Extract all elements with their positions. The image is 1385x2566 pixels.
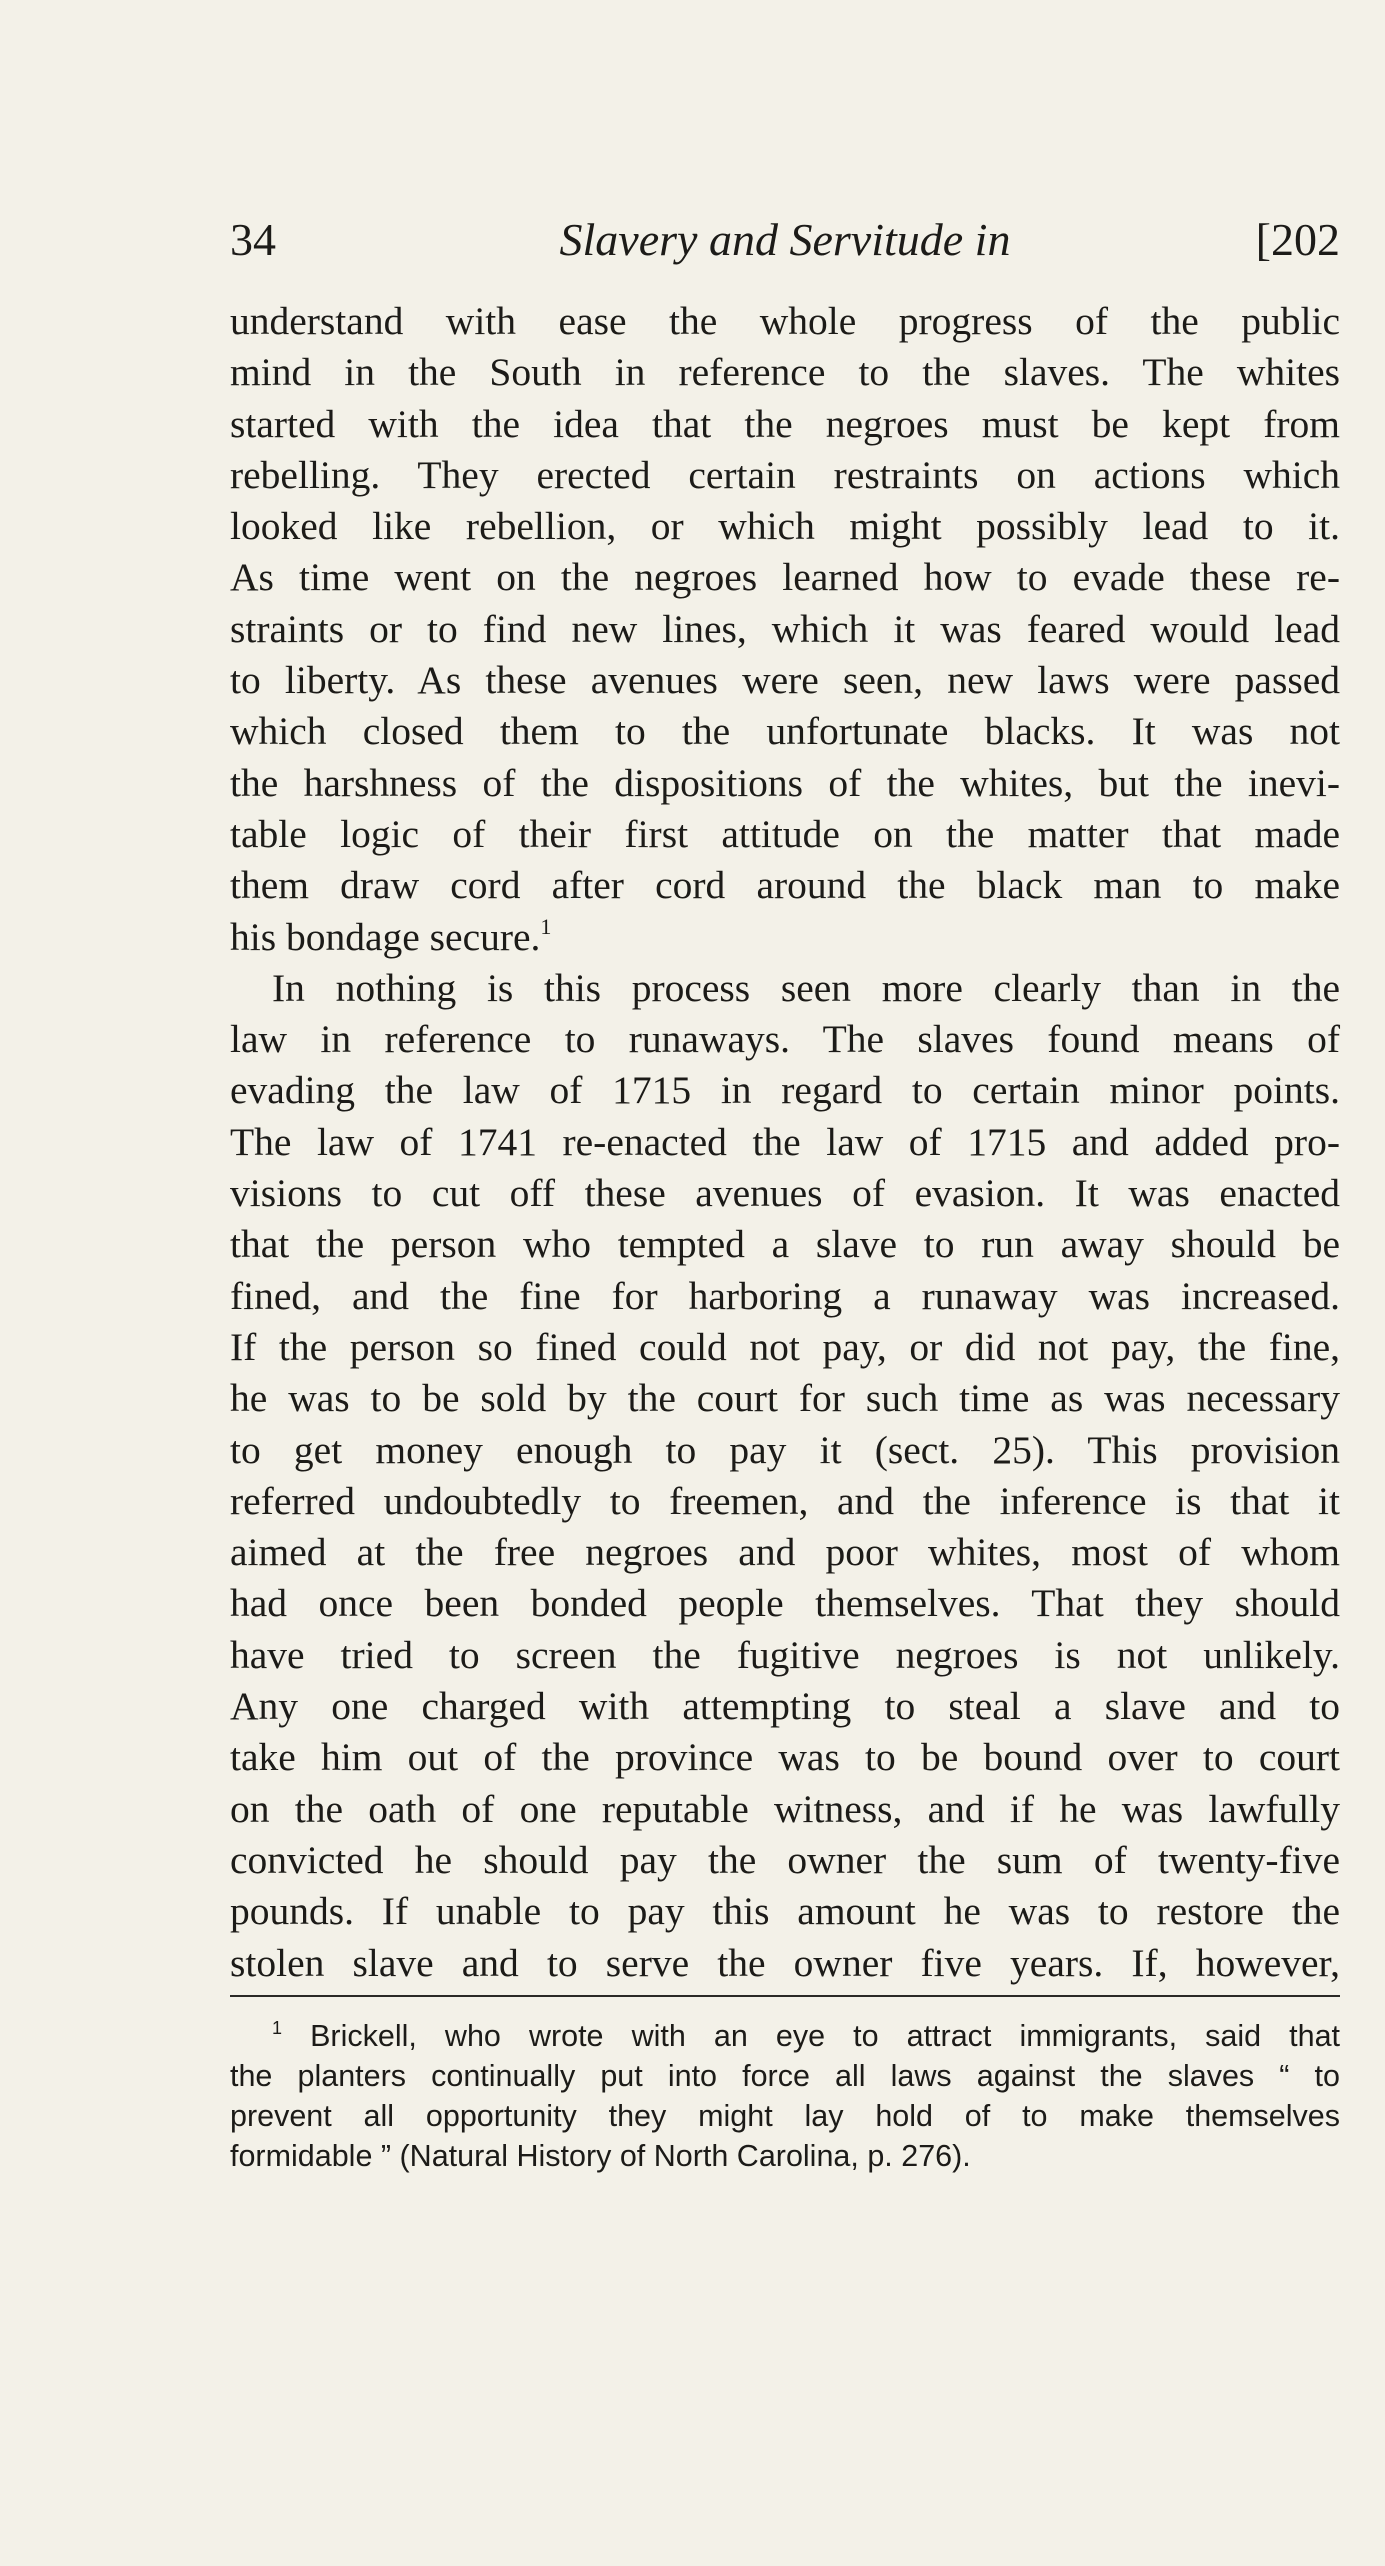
text-line: fined, and the fine for harboring a runaway was increased. — [230, 1273, 1340, 1318]
body-text — [230, 296, 1340, 1989]
text-line: table logic of their first attitude on the matter that made — [230, 811, 1340, 856]
text-line: As time went on the negroes learned how to evade these re- — [230, 555, 1340, 600]
text-line-content: his bondage secure. — [230, 914, 541, 959]
footnote-line: formidable ” (Natural History of North Carolina, p. 276). — [230, 2139, 971, 2173]
running-head — [230, 210, 1340, 270]
text-line: mind in the South in reference to the slaves. The whites — [230, 350, 1340, 395]
text-line: that the person who tempted a slave to run away should be — [230, 1222, 1340, 1267]
page-reference: [202 — [1255, 214, 1340, 265]
paragraph-start-line: In nothing is this process seen more clearly than in the — [272, 965, 1340, 1010]
text-line: which closed them to the unfortunate blacks. It was not — [230, 709, 1340, 754]
footnote-line: the planters continually put into force all laws against the slaves “ to — [230, 2059, 1340, 2093]
footnote — [230, 2016, 1340, 2176]
text-line: referred undoubtedly to freemen, and the inference is that it — [230, 1478, 1340, 1523]
footnote-divider — [230, 1995, 1340, 1997]
page-number: 34 — [230, 214, 276, 265]
text-line: pounds. If unable to pay this amount he was to restore the — [230, 1889, 1340, 1934]
footnote-marker[interactable]: 1 — [540, 913, 552, 939]
text-line: Any one charged with attempting to steal a slave and to — [230, 1684, 1340, 1729]
text-line: straints or to find new lines, which it was feared would lead — [230, 606, 1340, 651]
text-line: stolen slave and to serve the owner five years. If, however, — [230, 1940, 1340, 1985]
text-line: them draw cord after cord around the black man to make — [230, 863, 1340, 908]
footnote-line-content: Brickell, who wrote with an eye to attract immigrants, said that — [310, 2019, 1341, 2053]
text-line: on the oath of one reputable witness, and if he was lawfully — [230, 1786, 1340, 1831]
text-line: to liberty. As these avenues were seen, new laws were passed — [230, 658, 1340, 703]
text-line: convicted he should pay the owner the sum of twenty-five — [230, 1837, 1340, 1882]
text-line: take him out of the province was to be bound over to court — [230, 1735, 1340, 1780]
text-line: aimed at the free negroes and poor whites, most of whom — [230, 1530, 1340, 1575]
text-line: started with the idea that the negroes must be kept from — [230, 401, 1340, 446]
text-line: rebelling. They erected certain restraints on actions which — [230, 452, 1340, 497]
text-line: law in reference to runaways. The slaves found means of — [230, 1017, 1340, 1062]
text-line: If the person so fined could not pay, or did not pay, the fine, — [230, 1324, 1340, 1369]
text-line: looked like rebellion, or which might possibly lead to it. — [230, 504, 1340, 549]
text-line: evading the law of 1715 in regard to certain minor points. — [230, 1068, 1340, 1113]
footnote-number: 1 — [272, 2018, 283, 2038]
text-line: have tried to screen the fugitive negroes is not unlikely. — [230, 1632, 1340, 1677]
text-line: understand with ease the whole progress of the public — [230, 299, 1340, 343]
text-line: the harshness of the dispositions of the whites, but the inevi- — [230, 760, 1340, 805]
text-line: had once been bonded people themselves. That they should — [230, 1581, 1340, 1626]
running-title: Slavery and Servitude in — [559, 214, 1011, 265]
footnote-line — [230, 2016, 1340, 2056]
text-line: to get money enough to pay it (sect. 25). This provision — [230, 1427, 1340, 1472]
text-line: visions to cut off these avenues of evasion. It was enacted — [230, 1171, 1340, 1216]
text-line: he was to be sold by the court for such time as was necessary — [230, 1376, 1340, 1421]
footnote-line: prevent all opportunity they might lay hold of to make themselves — [230, 2099, 1340, 2133]
paragraph-end-line — [230, 912, 1340, 963]
text-line: The law of 1741 re-enacted the law of 1715 and added pro- — [230, 1119, 1340, 1164]
